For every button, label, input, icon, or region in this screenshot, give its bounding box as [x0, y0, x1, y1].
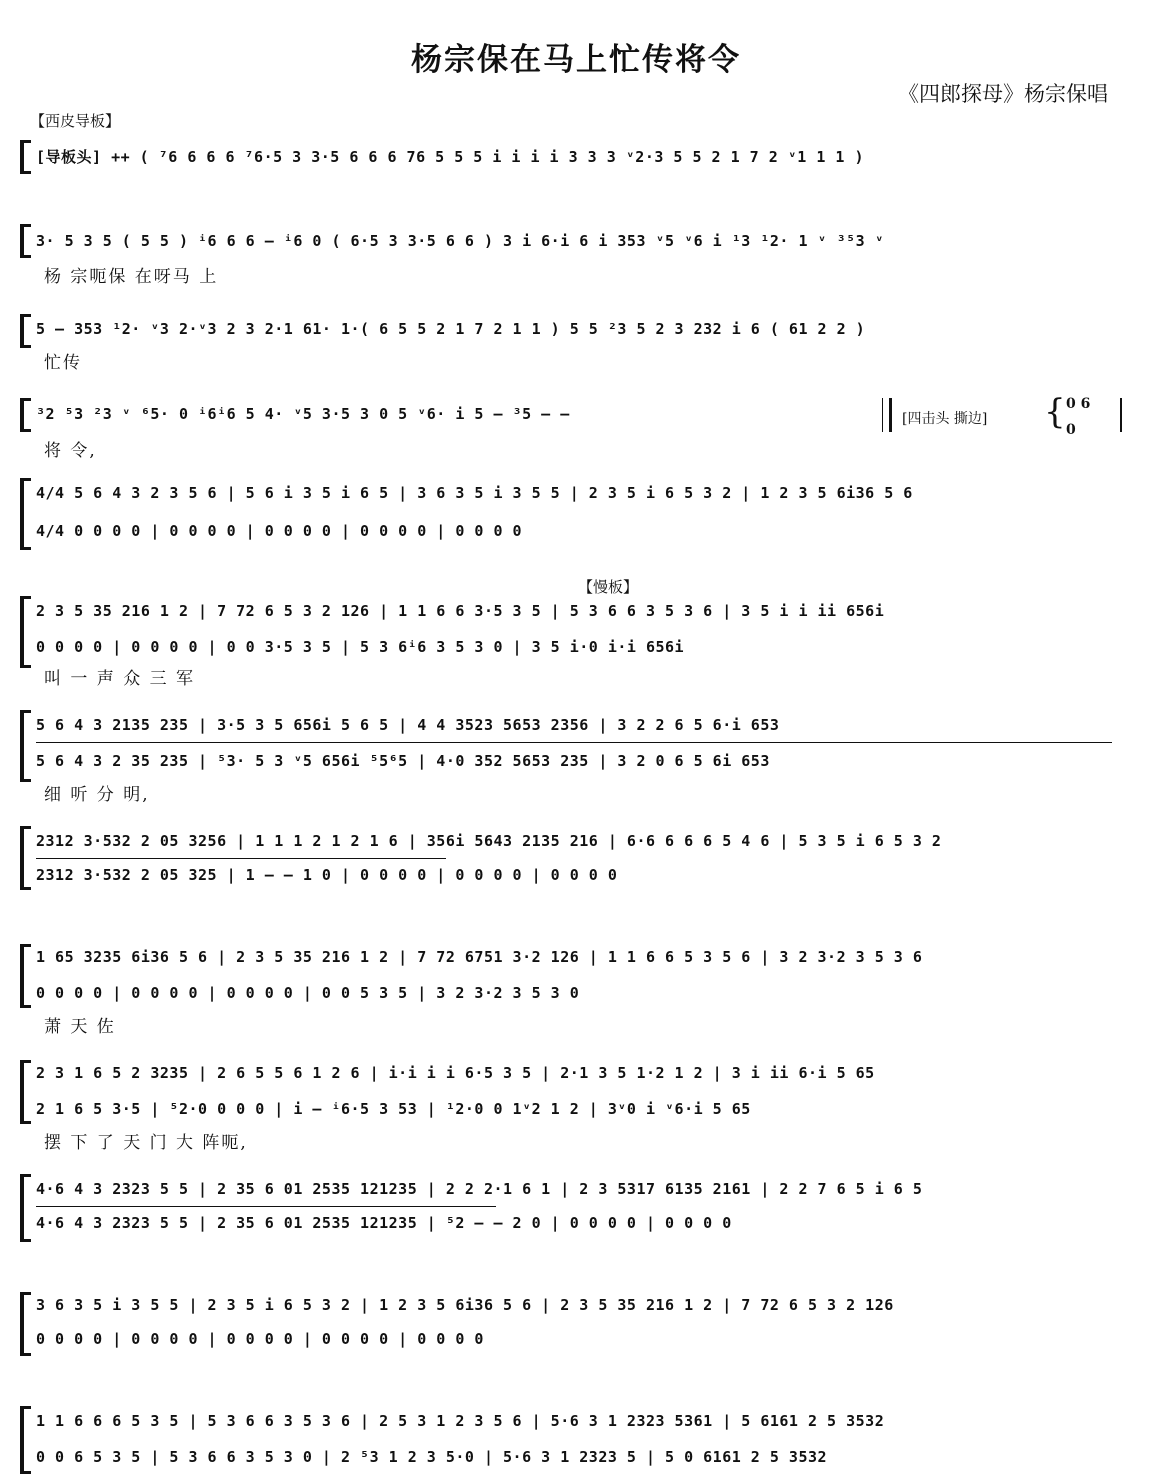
accompaniment-row: 4·6 4 3 2323 5 5 | 2 35 6 01 2535 121235 | ⁵2 — — 2 0 | 0 0 0 0 | 0 0 0 0 — [36, 1214, 732, 1232]
lyrics-row: 将 令, — [44, 441, 97, 460]
barline — [1120, 398, 1122, 432]
staff-divider — [36, 742, 1112, 743]
staff-divider — [36, 858, 446, 859]
system-bracket — [20, 710, 28, 782]
accompaniment-row: 4/4 0 0 0 0 | 0 0 0 0 | 0 0 0 0 | 0 0 0 0 | 0 0 0 0 — [36, 522, 523, 540]
accompaniment-row: 5 6 4 3 2 35 235 | ⁵3· 5 3 ᵛ5 656i ⁵5⁶5 | 4·0 352 5653 235 | 3 2 0 6 5 6i 653 — [36, 752, 770, 770]
system-bracket — [20, 1060, 28, 1124]
lyrics-row: 忙传 — [44, 353, 82, 372]
vocal-row: 3 6 3 5 i 3 5 5 | 2 3 5 i 6 5 3 2 | 1 2 3 5 6i36 5 6 | 2 3 5 35 216 1 2 | 7 72 6 5 3 2 126 — [36, 1296, 894, 1314]
vocal-row: 4/4 5 6 4 3 2 3 5 6 | 5 6 i 3 5 i 6 5 | 3 6 3 5 i 3 5 5 | 2 3 5 i 6 5 3 2 | 1 2 3 5 6i36 5 6 — [36, 484, 913, 502]
accompaniment-row: 0 0 0 0 | 0 0 0 0 | 0 0 0 0 | 0 0 0 0 | 0 0 0 0 — [36, 1330, 484, 1348]
section-label-manban: 【慢板】 — [578, 578, 639, 596]
accompaniment-row: 0 0 0 0 | 0 0 0 0 | 0 0 3·5 3 5 | 5 3 6ⁱ6 3 5 3 0 | 3 5 i·0 i·i 656i — [36, 638, 685, 656]
meter-top: 0 6 — [1066, 396, 1091, 412]
notation-row: 3· 5 3 5 ( 5 5 ) ⁱ6 6 6 — ⁱ6 0 ( 6·5 3 3·5 6 6 ) 3 i 6·i 6 i 353 ᵛ5 ᵛ6 i ¹3 ¹2· 1 ᵛ ³⁵3 ᵛ — [36, 232, 885, 250]
lyrics-row: 细 听 分 明, — [44, 785, 150, 804]
notation-row: 5 — 353 ¹2· ᵛ3 2·ᵛ3 2 3 2·1 61· 1·( 6 5 5 2 1 7 2 1 1 ) 5 5 ²3 5 2 3 232 i 6 ( 61 2 2 ) — [36, 320, 866, 338]
vocal-row: 1 65 3235 6i36 5 6 | 2 3 5 35 216 1 2 | 7 72 6751 3·2 126 | 1 1 6 6 5 3 5 6 | 3 2 3·2 3 5 3 6 — [36, 948, 923, 966]
double-barline — [882, 398, 892, 432]
lyrics-row: 杨 宗呃保 在呀马 上 — [44, 267, 219, 286]
vocal-row: 2312 3·532 2 05 3256 | 1 1 1 2 1 2 1 6 | 356i 5643 2135 216 | 6·6 6 6 6 5 4 6 | 5 3 5 i 6 5 3 2 — [36, 832, 942, 850]
accompaniment-row: 0 0 6 5 3 5 | 5 3 6 6 3 5 3 0 | 2 ⁵3 1 2 3 5·0 | 5·6 3 1 2323 5 | 5 0 6161 2 5 3532 — [36, 1448, 828, 1466]
vocal-row: 2 3 5 35 216 1 2 | 7 72 6 5 3 2 126 | 1 1 6 6 3·5 3 5 | 5 3 6 6 3 5 3 6 | 3 5 i i ii 656i — [36, 602, 885, 620]
accompaniment-row: 2 1 6 5 3·5 | ⁵2·0 0 0 0 | i — ⁱ6·5 3 53 | ¹2·0 0 1ᵛ2 1 2 | 3ᵛ0 i ᵛ6·i 5 65 — [36, 1100, 751, 1118]
section-label-xipi-daoban: 【西皮导板】 — [30, 112, 121, 130]
accompaniment-row: 0 0 0 0 | 0 0 0 0 | 0 0 0 0 | 0 0 5 3 5 | 3 2 3·2 3 5 3 0 — [36, 984, 580, 1002]
meter-bottom: 0 — [1066, 422, 1076, 438]
system-bracket — [20, 398, 28, 432]
accompaniment-row: 2312 3·532 2 05 325 | 1 — — 1 0 | 0 0 0 0 | 0 0 0 0 | 0 0 0 0 — [36, 866, 618, 884]
vocal-row: 5 6 4 3 2135 235 | 3·5 3 5 656i 5 6 5 | 4 4 3523 5653 2356 | 3 2 2 6 5 6·i 653 — [36, 716, 780, 734]
system-bracket — [20, 1174, 28, 1242]
notation-row: [导板头] ++ ( ⁷6 6 6 6 ⁷6·5 3 3·5 6 6 6 76 5 5 5 i i i i 3 3 3 ᵛ2·3 5 5 2 1 7 2 ᵛ1 1 1 ) — [36, 148, 865, 166]
system-bracket — [20, 140, 28, 174]
system-bracket — [20, 314, 28, 348]
system-bracket — [20, 826, 28, 890]
lyrics-row: 摆 下 了 天 门 大 阵呃, — [44, 1133, 248, 1152]
vocal-row: 4·6 4 3 2323 5 5 | 2 35 6 01 2535 121235 | 2 2 2·1 6 1 | 2 3 5317 6135 2161 | 2 2 7 6 5 i 6 5 — [36, 1180, 923, 1198]
system-bracket — [20, 1406, 28, 1474]
system-bracket — [20, 224, 28, 258]
system-bracket — [20, 1292, 28, 1356]
system-bracket — [20, 596, 28, 668]
vocal-row: 1 1 6 6 6 5 3 5 | 5 3 6 6 3 5 3 6 | 2 5 3 1 2 3 5 6 | 5·6 3 1 2323 5361 | 5 6161 2 5 3532 — [36, 1412, 885, 1430]
page-title: 杨宗保在马上忙传将令 — [411, 42, 741, 78]
page-subtitle: 《四郎探母》杨宗保唱 — [898, 82, 1108, 106]
system-bracket — [20, 478, 28, 550]
staff-divider — [36, 1206, 496, 1207]
notation-row: ³2 ⁵3 ²3 ᵛ ⁶5· 0 ⁱ6ⁱ6 5 4· ᵛ5 3·5 3 0 5 ᵛ6· i 5 — ³5 — — — [36, 405, 570, 423]
meter-brace: { — [1044, 392, 1066, 432]
vocal-row: 2 3 1 6 5 2 3235 | 2 6 5 5 6 1 2 6 | i·i i i 6·5 3 5 | 2·1 3 5 1·2 1 2 | 3 i ii 6·i 5 65 — [36, 1064, 875, 1082]
lyrics-row: 叫 一 声 众 三 军 — [44, 669, 196, 688]
percussion-cue: [四击头 撕边] — [902, 411, 988, 427]
lyrics-row: 萧 天 佐 — [44, 1017, 116, 1036]
system-bracket — [20, 944, 28, 1008]
